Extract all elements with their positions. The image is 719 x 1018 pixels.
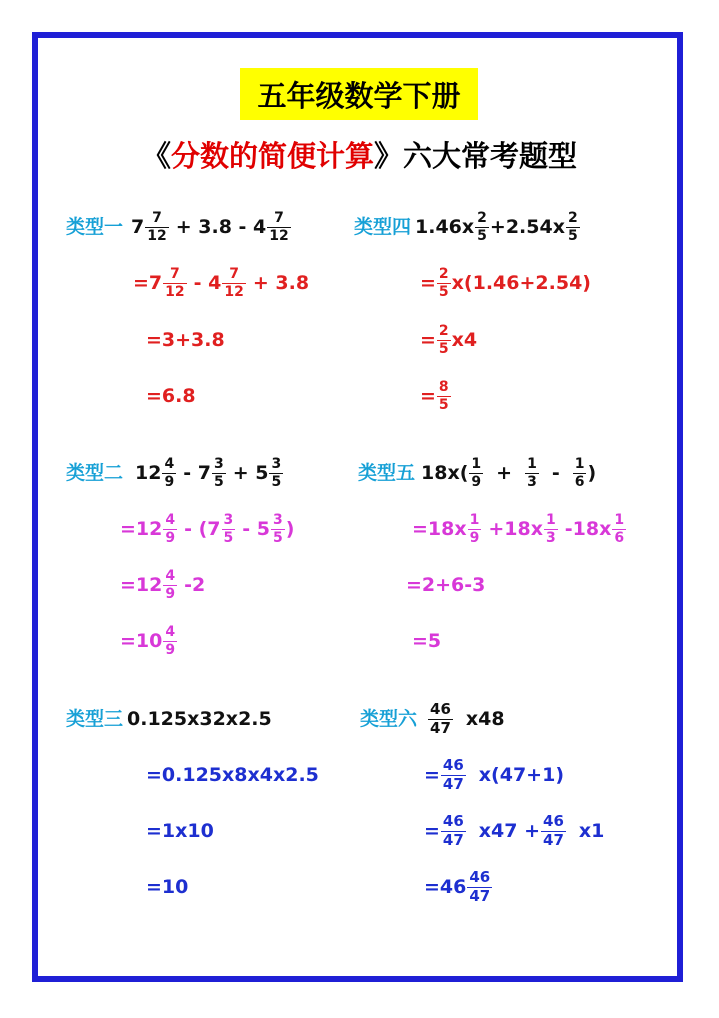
type2-label: 类型二	[66, 461, 124, 484]
numerator: 3	[273, 511, 283, 528]
denominator: 47	[543, 830, 564, 849]
type1-question	[66, 205, 292, 249]
fraction	[475, 211, 489, 243]
type4-label: 类型四	[354, 215, 412, 238]
type1-step1	[133, 261, 309, 305]
denominator: 9	[471, 473, 482, 490]
fraction	[162, 457, 176, 489]
expr-text: + 3.8 - 4	[175, 215, 267, 238]
numerator: 4	[165, 511, 176, 528]
fraction	[437, 380, 451, 412]
numerator: 8	[438, 378, 449, 395]
type3-question	[66, 697, 272, 741]
expr-text: 7	[131, 215, 145, 238]
type6-label: 类型六	[360, 707, 418, 730]
expr-text: - (7	[184, 517, 221, 540]
numerator: 1	[546, 511, 556, 528]
expr-text: +2.54x	[489, 215, 565, 238]
type5-step1	[412, 507, 627, 551]
fraction	[222, 513, 236, 545]
numerator: 2	[438, 265, 449, 282]
numerator: 7	[274, 209, 284, 226]
type5-question	[358, 451, 596, 495]
subtitle-highlight: 分数的简便计算	[170, 139, 374, 173]
expr-text: )	[285, 517, 295, 540]
numerator: 46	[543, 811, 564, 830]
type3-step3: =10	[146, 875, 189, 898]
fraction	[437, 324, 451, 356]
subtitle-open-bracket: 《	[141, 139, 171, 173]
denominator: 5	[271, 473, 282, 490]
expr-text: =7	[133, 271, 163, 294]
fraction	[437, 267, 451, 299]
type3-step1: =0.125x8x4x2.5	[146, 763, 319, 786]
denominator: 12	[224, 283, 244, 300]
expr-text: 1.46x	[415, 215, 475, 238]
denominator: 12	[165, 283, 185, 300]
type4-step3	[420, 374, 452, 418]
type5-step2: =2+6-3	[406, 573, 486, 596]
expr-text: =18x	[412, 517, 467, 540]
fraction	[544, 513, 558, 545]
expr-text: +18x	[488, 517, 543, 540]
fraction	[469, 457, 483, 489]
expr-text: +	[496, 461, 513, 484]
fraction	[163, 513, 177, 545]
expr-text: - 7	[183, 461, 211, 484]
fraction	[467, 867, 492, 905]
fraction	[441, 755, 466, 793]
denominator: 47	[430, 718, 451, 737]
expr-text: =	[420, 328, 436, 351]
fraction	[612, 513, 626, 545]
expr-text: =12	[120, 573, 163, 596]
expr-text: -2	[184, 573, 206, 596]
numerator: 7	[152, 209, 162, 226]
fraction	[163, 569, 177, 601]
expr-text: x(1.46+2.54)	[451, 271, 591, 294]
denominator: 3	[546, 529, 556, 546]
numerator: 1	[614, 511, 625, 528]
numerator: 46	[442, 811, 464, 830]
expr-text: =	[424, 763, 440, 786]
expr-text: - 4	[193, 271, 222, 294]
type4-question	[354, 205, 581, 249]
type4-step2	[420, 318, 477, 362]
expr-text: x(47+1)	[478, 763, 564, 786]
expr-text: )	[587, 461, 597, 484]
fraction	[222, 267, 245, 299]
denominator: 47	[469, 886, 491, 905]
subtitle-suffix: 六大常考题型	[403, 139, 578, 173]
expr-text: 18x(	[421, 461, 469, 484]
type6-question	[360, 697, 505, 741]
fraction	[267, 211, 290, 243]
type1-step2: =3+3.8	[146, 328, 225, 351]
type4-step1	[420, 261, 591, 305]
numerator: 3	[271, 455, 282, 472]
expr-text: =	[424, 819, 440, 842]
numerator: 4	[164, 455, 175, 472]
expr-text: -18x	[564, 517, 612, 540]
numerator: 46	[442, 755, 464, 774]
fraction	[269, 457, 283, 489]
denominator: 6	[574, 473, 585, 490]
fraction	[566, 211, 580, 243]
expr-text: - 5	[242, 517, 271, 540]
denominator: 5	[567, 227, 578, 244]
type2-step3	[120, 619, 178, 663]
expr-text: + 5	[232, 461, 269, 484]
expr-text: x4	[451, 328, 478, 351]
denominator: 47	[442, 830, 464, 849]
numerator: 1	[574, 455, 585, 472]
page-subtitle	[0, 134, 719, 175]
numerator: 2	[477, 209, 487, 226]
denominator: 5	[213, 473, 224, 490]
type6-step1	[424, 753, 564, 797]
fraction	[573, 457, 587, 489]
type2-step2	[120, 563, 205, 607]
fraction	[271, 513, 285, 545]
expr-text: =10	[120, 629, 163, 652]
numerator: 4	[165, 623, 176, 640]
expr-text: + 3.8	[252, 271, 310, 294]
denominator: 5	[438, 340, 449, 357]
type1-label: 类型一	[66, 215, 124, 238]
expr-text: =46	[424, 875, 467, 898]
type3-step2: =1x10	[146, 819, 214, 842]
type2-question	[66, 451, 284, 495]
fraction	[163, 267, 186, 299]
expr-text: 12	[135, 461, 162, 484]
denominator: 5	[477, 227, 487, 244]
expr-text: x48	[465, 707, 505, 730]
type5-label: 类型五	[358, 461, 416, 484]
denominator: 5	[438, 283, 449, 300]
expr-text: x1	[578, 819, 605, 842]
denominator: 5	[223, 529, 234, 546]
denominator: 9	[165, 641, 176, 658]
denominator: 9	[165, 529, 176, 546]
expr-text: =	[420, 271, 436, 294]
numerator: 1	[527, 455, 537, 472]
title-line1: 五年级数学下册	[257, 78, 461, 113]
fraction	[468, 513, 482, 545]
numerator: 7	[229, 265, 239, 282]
fraction	[163, 625, 177, 657]
denominator: 47	[442, 774, 464, 793]
numerator: 7	[170, 265, 180, 282]
numerator: 1	[471, 455, 482, 472]
expr-text: -	[551, 461, 560, 484]
type5-step3: =5	[412, 629, 442, 652]
subtitle-close-bracket: 》	[374, 139, 404, 173]
expr-text: x47 +	[478, 819, 541, 842]
fraction	[212, 457, 226, 489]
type6-step2	[424, 809, 604, 853]
expr-text: 0.125x32x2.5	[127, 707, 272, 730]
denominator: 5	[438, 396, 449, 413]
page-title	[240, 68, 478, 120]
expr-text: =	[420, 384, 436, 407]
denominator: 12	[147, 227, 167, 244]
numerator: 2	[438, 322, 449, 339]
denominator: 6	[614, 529, 625, 546]
numerator: 46	[430, 699, 451, 718]
fraction	[525, 457, 539, 489]
numerator: 3	[223, 511, 234, 528]
type6-step3	[424, 865, 493, 909]
denominator: 3	[527, 473, 537, 490]
denominator: 9	[469, 529, 480, 546]
fraction	[145, 211, 168, 243]
numerator: 3	[213, 455, 224, 472]
fraction	[428, 699, 453, 737]
fraction	[541, 811, 566, 849]
numerator: 46	[469, 867, 491, 886]
fraction	[441, 811, 466, 849]
numerator: 2	[567, 209, 578, 226]
type3-label: 类型三	[66, 707, 124, 730]
numerator: 1	[469, 511, 480, 528]
denominator: 12	[269, 227, 289, 244]
denominator: 9	[165, 585, 176, 602]
denominator: 9	[164, 473, 175, 490]
type2-step1	[120, 507, 294, 551]
denominator: 5	[273, 529, 283, 546]
type1-step3: =6.8	[146, 384, 196, 407]
expr-text: =12	[120, 517, 163, 540]
numerator: 4	[165, 567, 176, 584]
